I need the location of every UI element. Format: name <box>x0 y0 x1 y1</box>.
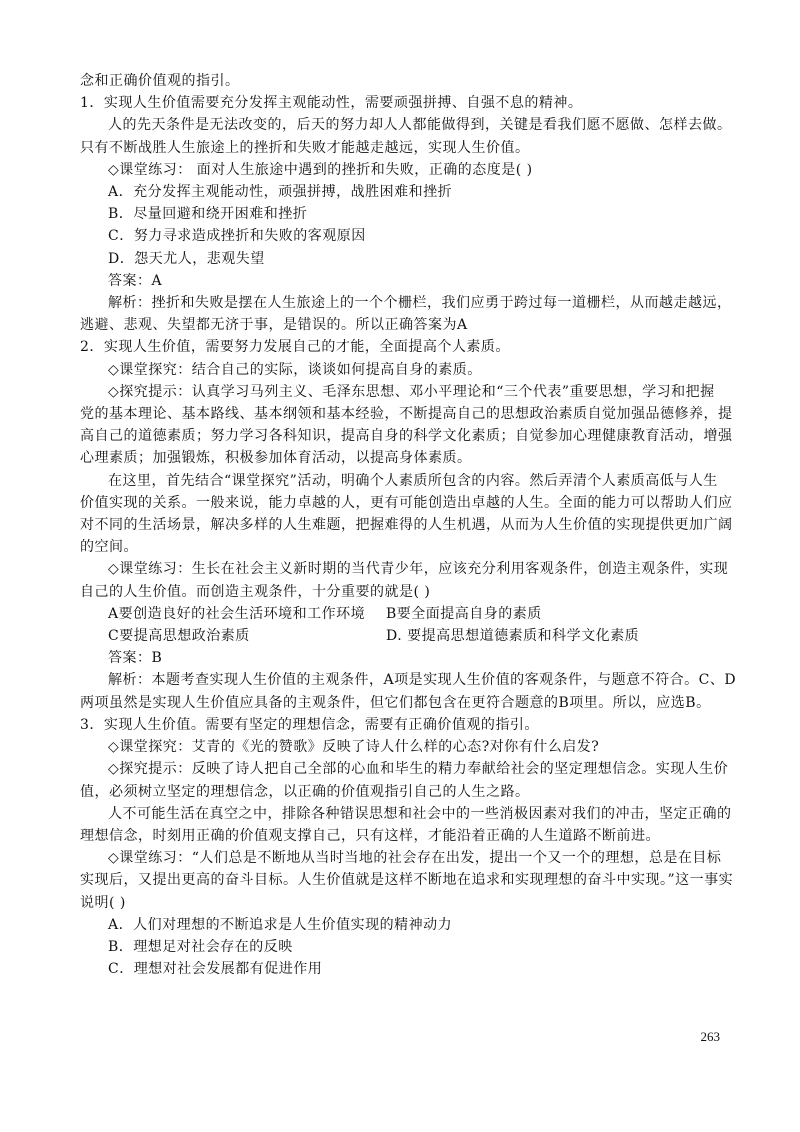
text-line: C．努力寻求造成挫折和失败的客观原因 <box>108 228 366 245</box>
text-line: 心理素质；加强锻炼，积极参加体育活动，以提高身体素质。 <box>80 450 472 467</box>
text-line: ◇探究提示：认真学习马列主义、毛泽东思想、邓小平理论和“三个代表”重要思想，学习和把握 <box>108 383 715 400</box>
text-line: 的空间。 <box>80 539 138 556</box>
text-line: 在这里，首先结合“课堂探究”活动，明确个人素质所包含的内容。然后弄清个人素质高低与人生 <box>108 472 718 489</box>
text-line: 人不可能生活在真空之中，排除各种错误思想和社会中的一些消极因素对我们的冲击，坚定正确的 <box>108 805 732 822</box>
text-line: B．理想足对社会存在的反映 <box>108 938 293 955</box>
text-line: 人的先天条件是无法改变的，后天的努力却人人都能做得到，关键是看我们愿不愿做、怎样去做。 <box>108 117 732 134</box>
page-number: 263 <box>700 1029 720 1044</box>
text-line: 对不同的生活场景，解决多样的人生难题，把握难得的人生机遇，从而为人生价值的实现提供更加广阔 <box>80 517 733 534</box>
text-line: 说明( ) <box>80 894 126 911</box>
text-line: 理想信念，时刻用正确的价值观支撑自己，只有这样，才能沿着正确的人生道路不断前进。 <box>80 827 660 844</box>
text-line: B．尽量回避和绕开困难和挫折 <box>108 206 308 223</box>
text-line: ◇探究提示：反映了诗人把自己全部的心血和毕生的精力奉献给社会的坚定理想信念。实现人生价 <box>108 761 729 778</box>
text-line: ◇课堂探究：艾青的《光的赞歌》反映了诗人什么样的心态?对你有什么启发? <box>108 739 600 756</box>
option-row <box>80 625 720 647</box>
text-line: 逃避、悲观、失望都无济于事，是错误的。所以正确答案为A <box>80 317 468 334</box>
text-line: 1．实现人生价值需要充分发挥主观能动性，需要顽强拼搏、自强不息的精神。 <box>80 95 583 112</box>
text-line: ◇课堂探究：结合自己的实际，谈谈如何提高自身的素质。 <box>108 361 482 378</box>
text-line: 值，必须树立坚定的理想信念，以正确的价值观指引自己的人生之路。 <box>80 783 530 800</box>
text-line: A．充分发挥主观能动性，顽强拼搏，战胜困难和挫折 <box>108 184 453 201</box>
option-text: A要创造良好的社会生活环境和工作环境 <box>108 605 366 622</box>
text-line: 只有不断战胜人生旅途上的挫折和失败才能越走越远，实现人生价值。 <box>80 139 530 156</box>
option-text: B要全面提高自身的素质 <box>386 605 542 622</box>
text-line: 价值实现的关系。一般来说，能力卓越的人，更有可能创造出卓越的人生。全面的能力可以帮助人们应 <box>80 494 733 511</box>
text-line: 答案：B <box>108 650 163 667</box>
text-line: 高自己的道德素质；努力学习各科知识，提高自身的科学文化素质；自觉参加心理健康教育活动，增强 <box>80 428 733 445</box>
text-line: 答案：A <box>108 272 163 289</box>
text-line: 念和正确价值观的指引。 <box>80 73 240 89</box>
text-line: D．怨天尤人，悲观失望 <box>108 250 265 267</box>
document-body <box>80 70 737 980</box>
text-line: 自己的人生价值。而创造主观条件，十分重要的就是( ) <box>80 583 431 600</box>
text-line: 实现后，又提出更高的奋斗目标。人生价值就是这样不断地在追求和实现理想的奋斗中实现。”这一事实 <box>80 872 734 889</box>
text-line: 两项虽然是实现人生价值应具备的主观条件，但它们都包含在更符合题意的B项里。所以，应选B。 <box>80 694 711 711</box>
text-line: ◇课堂练习： 面对人生旅途中遇到的挫折和失败，正确的态度是( ) <box>108 161 533 178</box>
text-line: 2．实现人生价值，需要努力发展自己的才能，全面提高个人素质。 <box>80 339 510 356</box>
text-line: 解析：挫折和失败是摆在人生旅途上的一个个栅栏，我们应勇于跨过每一道栅栏，从而越走越远， <box>108 295 732 312</box>
text-line: 解析：本题考查实现人生价值的主观条件，A项是实现人生价值的客观条件，与题意不符合。C、D <box>108 672 737 689</box>
text-line: 3．实现人生价值。需要有坚定的理想信念，需要有正确价值观的指引。 <box>80 716 539 733</box>
text-line: 党的基本理论、基本路线、基本纲领和基本经验，不断提高自己的思想政治素质自觉加强品德修养，提 <box>80 406 733 423</box>
text-line: C．理想对社会发展都有促进作用 <box>108 961 323 978</box>
text-line: A．人们对理想的不断追求是人生价值实现的精神动力 <box>108 916 453 933</box>
option-row <box>80 603 720 625</box>
text-line: ◇课堂练习：生长在社会主义新时期的当代青少年，应该充分利用客观条件，创造主观条件，实现 <box>108 561 729 578</box>
text-line: ◇课堂练习：“人们总是不断地从当时当地的社会存在出发，提出一个又一个的理想，总是在目标 <box>108 850 722 867</box>
option-text: C要提高思想政治素质 <box>108 628 250 645</box>
option-text: D. 要提高思想道德素质和科学文化素质 <box>386 628 640 645</box>
